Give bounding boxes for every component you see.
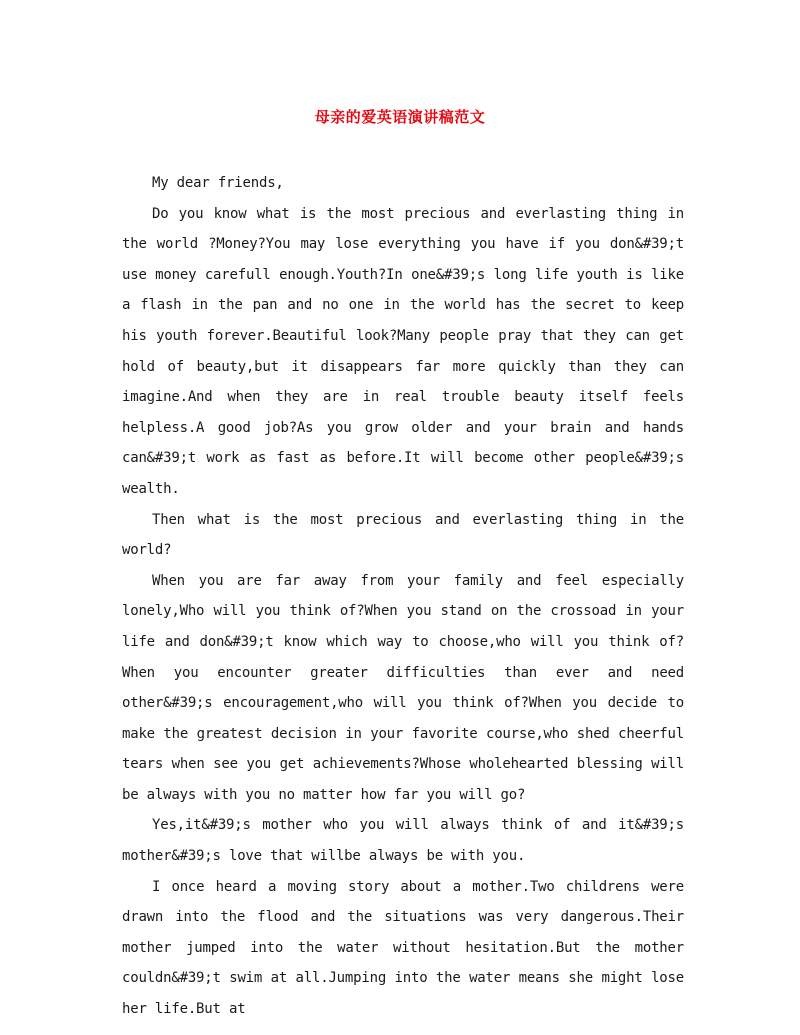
page-title: 母亲的爱英语演讲稿范文 <box>314 108 486 126</box>
paragraph-greeting: My dear friends, <box>152 175 284 191</box>
paragraph-mothers-love: Yes,it&#39;s mother who you will always think of and it&#39;s mother&#39;s love that willbe always be with you. <box>122 817 684 865</box>
paragraph-moving-story: I once heard a moving story about a mother.Two childrens were drawn into the flood and the situations was very dangerous.Their mother jumped into the water without hesitation.But the mother couldn&#39;t swim at all.Jumping into the water means she might lose her life.But at <box>122 878 684 1018</box>
paragraph-precious-things: Do you know what is the most precious and everlasting thing in the world ?Money?You may lose everything you have if you don&#39;t use money carefull enough.Youth?In one&#39;s long life youth is like a flash in the pan and no one in the world has the secret to keep his youth forever.Beautiful look?Many people pray that they can get hold of beauty,but it disappears far more quickly than they can imagine.And when they are in real trouble beauty itself feels helpless.A good job?As you grow older and your brain and hands can&#39;t work as fast as before.It will become other people&#39;s wealth. <box>122 205 684 497</box>
paragraph-question: Then what is the most precious and everlasting thing in the world? <box>122 511 684 559</box>
paragraph-who-will-you-think-of: When you are far away from your family and feel especially lonely,Who will you think of?When you stand on the crossoad in your life and don&#39;t know which way to choose,who will you think of?When you encounter greater difficulties than ever and need other&#39;s encouragement,who will you think of?When you decide to make the greatest decision in your favorite course,who shed cheerful tears when see you get achievements?Whose wholehearted blessing will be always with you no matter how far you will go? <box>122 572 684 803</box>
document-body <box>122 168 684 1025</box>
